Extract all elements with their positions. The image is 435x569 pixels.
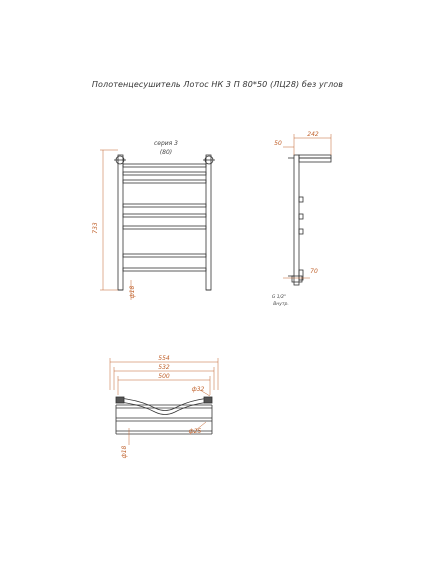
front-height-dimension <box>100 150 118 290</box>
width-mid-dim: 532 <box>158 364 170 371</box>
side-dimensions <box>283 134 331 278</box>
rung <box>123 254 206 257</box>
rung <box>123 172 206 175</box>
rung <box>123 268 206 271</box>
side-view <box>288 155 331 285</box>
right-pipe <box>206 155 211 290</box>
rung <box>123 214 206 217</box>
series-label: серия 3 <box>153 140 179 147</box>
series-sub-label: (80) <box>159 149 173 156</box>
pipe-small-dim: ф25 <box>188 428 202 435</box>
rung <box>123 164 206 167</box>
rung <box>123 180 206 183</box>
drawing-title: Полотенцесушитель Лотос НК 3 П 80*50 (ЛЦ28) без углов <box>91 80 344 89</box>
rung <box>123 204 206 207</box>
thread-sub-label: Внутр. <box>273 302 289 307</box>
height-dim-label: 733 <box>92 222 99 234</box>
offset-bottom-dim-label: 70 <box>310 268 318 275</box>
pipe-big-dim: ф32 <box>191 386 205 393</box>
left-pipe <box>118 155 123 290</box>
front-view <box>114 155 215 290</box>
rung <box>123 226 206 229</box>
width-outer-dim: 554 <box>158 355 170 362</box>
top-shelf-bottom <box>299 158 331 162</box>
side-pipe <box>294 155 299 285</box>
width-inner-dim: 500 <box>158 373 170 380</box>
depth-dim-label: 242 <box>307 131 319 138</box>
top-shelf <box>299 155 331 158</box>
offset-top-dim-label: 50 <box>274 140 282 147</box>
front-pipe-dim: ф18 <box>129 285 136 299</box>
thread-label: G 1/2" <box>271 295 287 300</box>
pipe-side-dim: ф18 <box>121 445 128 459</box>
